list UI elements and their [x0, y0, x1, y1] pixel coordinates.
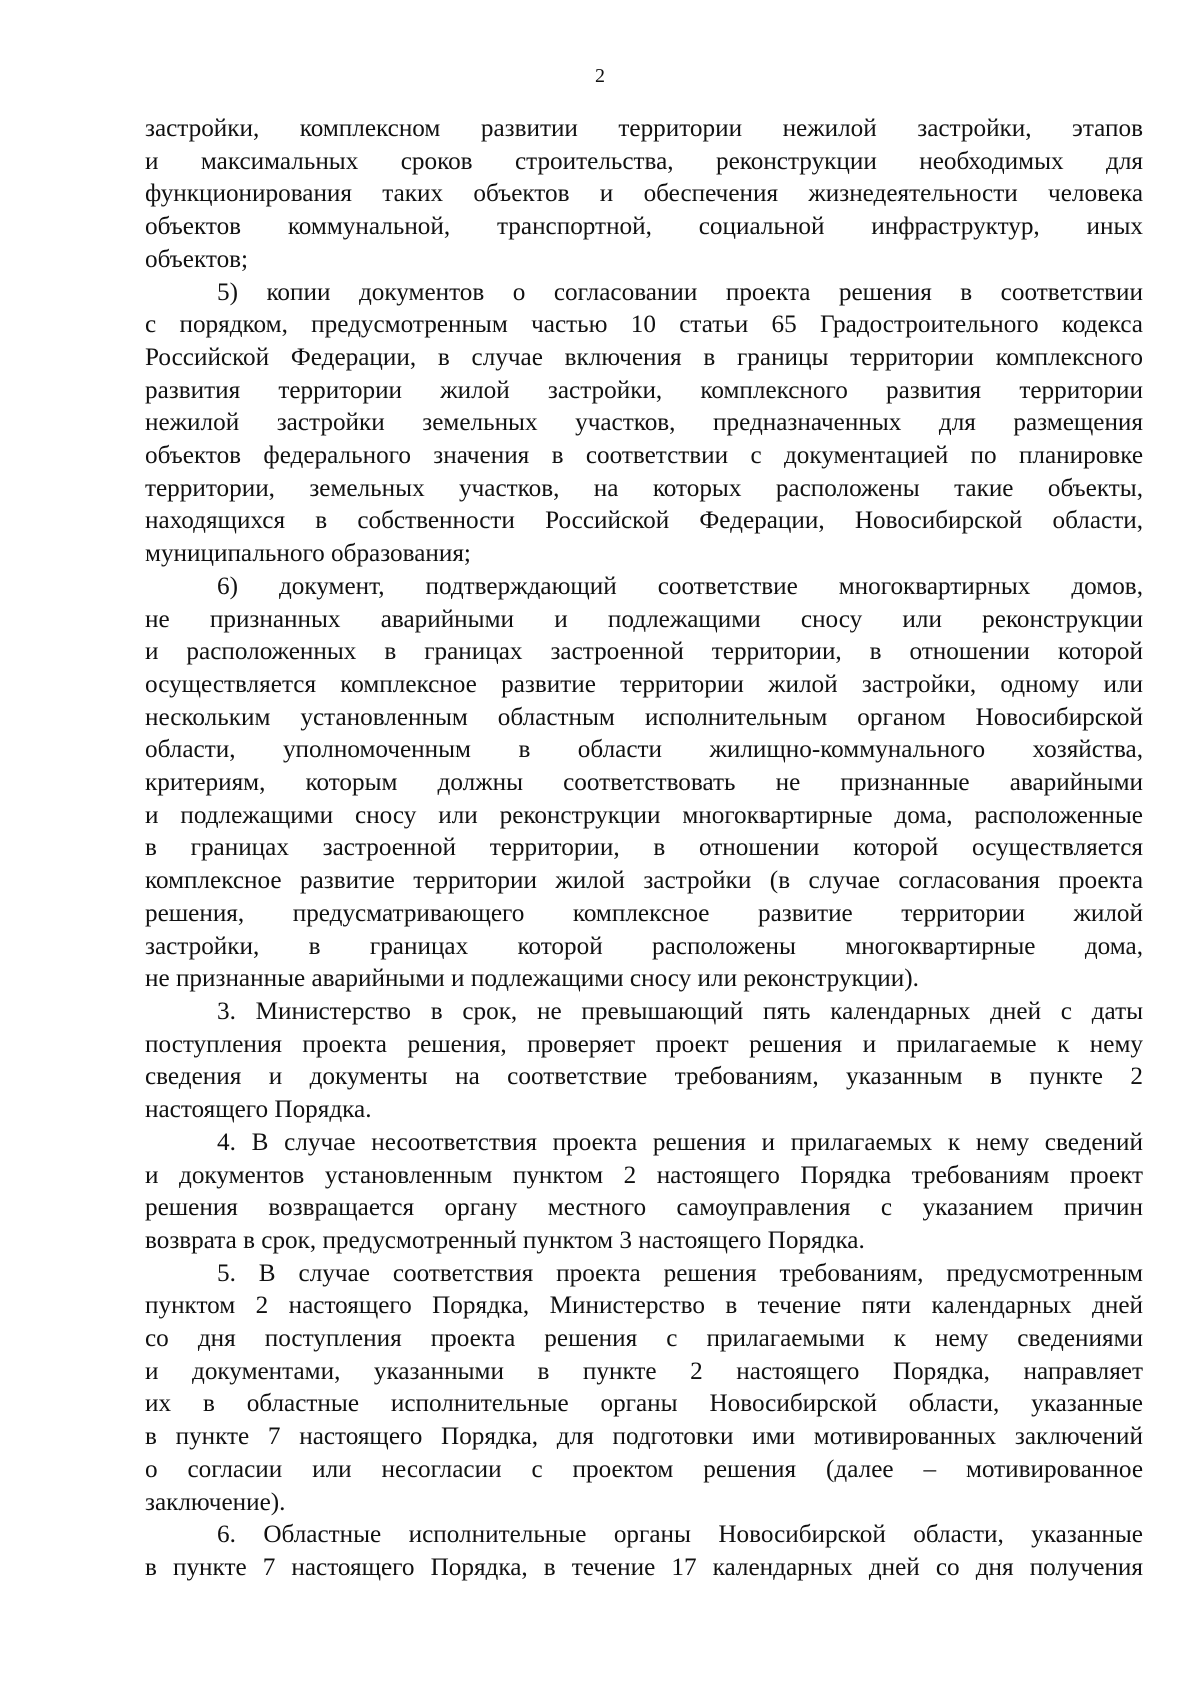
text-line: возврата в срок, предусмотренный пунктом 3 настоящего Порядка. — [145, 1226, 865, 1254]
text-line: развития территории жилой застройки, комплексного развития территории — [145, 376, 1143, 404]
text-line: и документами, указанными в пункте 2 настоящего Порядка, направляет — [145, 1357, 1143, 1385]
text-line: функционирования таких объектов и обеспечения жизнедеятельности человека — [145, 180, 1143, 208]
text-line: не признанных аварийными и подлежащими сносу или реконструкции — [145, 605, 1143, 633]
text-line: и подлежащими сносу или реконструкции многоквартирные дома, расположенные — [145, 801, 1143, 829]
text-line: сведения и документы на соответствие требованиям, указанным в пункте 2 — [145, 1063, 1143, 1091]
text-line: решения возвращается органу местного самоуправления с указанием причин — [145, 1194, 1143, 1222]
text-line: поступления проекта решения, проверяет проект решения и прилагаемые к нему — [145, 1030, 1143, 1058]
text-line: 4. В случае несоответствия проекта решения и прилагаемых к нему сведений — [217, 1128, 1143, 1156]
text-line: со дня поступления проекта решения с прилагаемыми к нему сведениями — [145, 1325, 1143, 1353]
text-line: заключение). — [145, 1488, 286, 1516]
text-line: нежилой застройки земельных участков, предназначенных для размещения — [145, 409, 1143, 437]
text-line: в границах застроенной территории, в отношении которой осуществляется — [145, 834, 1143, 862]
text-line: муниципального образования; — [145, 540, 471, 568]
text-line: и документов установленным пунктом 2 настоящего Порядка требованиям проект — [145, 1161, 1143, 1189]
text-line: их в областные исполнительные органы Новосибирской области, указанные — [145, 1390, 1143, 1418]
text-line: в пункте 7 настоящего Порядка, для подготовки ими мотивированных заключений — [145, 1423, 1143, 1451]
text-line: решения, предусматривающего комплексное развитие территории жилой — [145, 899, 1143, 927]
text-line: объектов; — [145, 245, 249, 273]
text-line: объектов федерального значения в соответствии с документацией по планировке — [145, 442, 1143, 470]
text-line: и расположенных в границах застроенной территории, в отношении которой — [145, 638, 1143, 666]
text-line: территории, земельных участков, на которых расположены такие объекты, — [145, 474, 1143, 502]
text-line: с порядком, предусмотренным частью 10 статьи 65 Градостроительного кодекса — [145, 311, 1143, 339]
text-line: нескольким установленным областным исполнительным органом Новосибирской — [145, 703, 1143, 731]
text-line: 6) документ, подтверждающий соответствие многоквартирных домов, — [217, 572, 1143, 600]
text-line: о согласии или несогласии с проектом решения (далее – мотивированное — [145, 1455, 1143, 1483]
text-line: Российской Федерации, в случае включения в границы территории комплексного — [145, 343, 1143, 371]
text-line: 5. В случае соответствия проекта решения требованиям, предусмотренным — [217, 1259, 1143, 1287]
text-line: критериям, которым должны соответствовать не признанные аварийными — [145, 769, 1143, 797]
text-line: 5) копии документов о согласовании проекта решения в соответствии — [217, 278, 1143, 306]
text-line: и максимальных сроков строительства, реконструкции необходимых для — [145, 147, 1143, 175]
text-line: 6. Областные исполнительные органы Новосибирской области, указанные — [217, 1521, 1143, 1549]
body-text — [145, 113, 1143, 1585]
text-line: находящихся в собственности Российской Федерации, Новосибирской области, — [145, 507, 1143, 535]
text-line: пунктом 2 настоящего Порядка, Министерство в течение пяти календарных дней — [145, 1292, 1143, 1320]
text-line: застройки, комплексном развитии территории нежилой застройки, этапов — [145, 115, 1143, 142]
text-line: объектов коммунальной, транспортной, социальной инфраструктур, иных — [145, 213, 1143, 241]
text-line: комплексное развитие территории жилой застройки (в случае согласования проекта — [145, 867, 1143, 895]
text-line: настоящего Порядка. — [145, 1096, 372, 1124]
text-line: осуществляется комплексное развитие территории жилой застройки, одному или — [145, 670, 1143, 698]
page-number: 2 — [595, 65, 605, 87]
text-line: застройки, в границах которой расположены многоквартирные дома, — [145, 932, 1143, 960]
text-line: 3. Министерство в срок, не превышающий пять календарных дней с даты — [217, 997, 1143, 1025]
text-line: в пункте 7 настоящего Порядка, в течение 17 календарных дней со дня получения — [145, 1553, 1143, 1581]
text-line: не признанные аварийными и подлежащими сносу или реконструкции). — [145, 965, 919, 993]
text-line: области, уполномоченным в области жилищно-коммунального хозяйства, — [145, 736, 1143, 764]
